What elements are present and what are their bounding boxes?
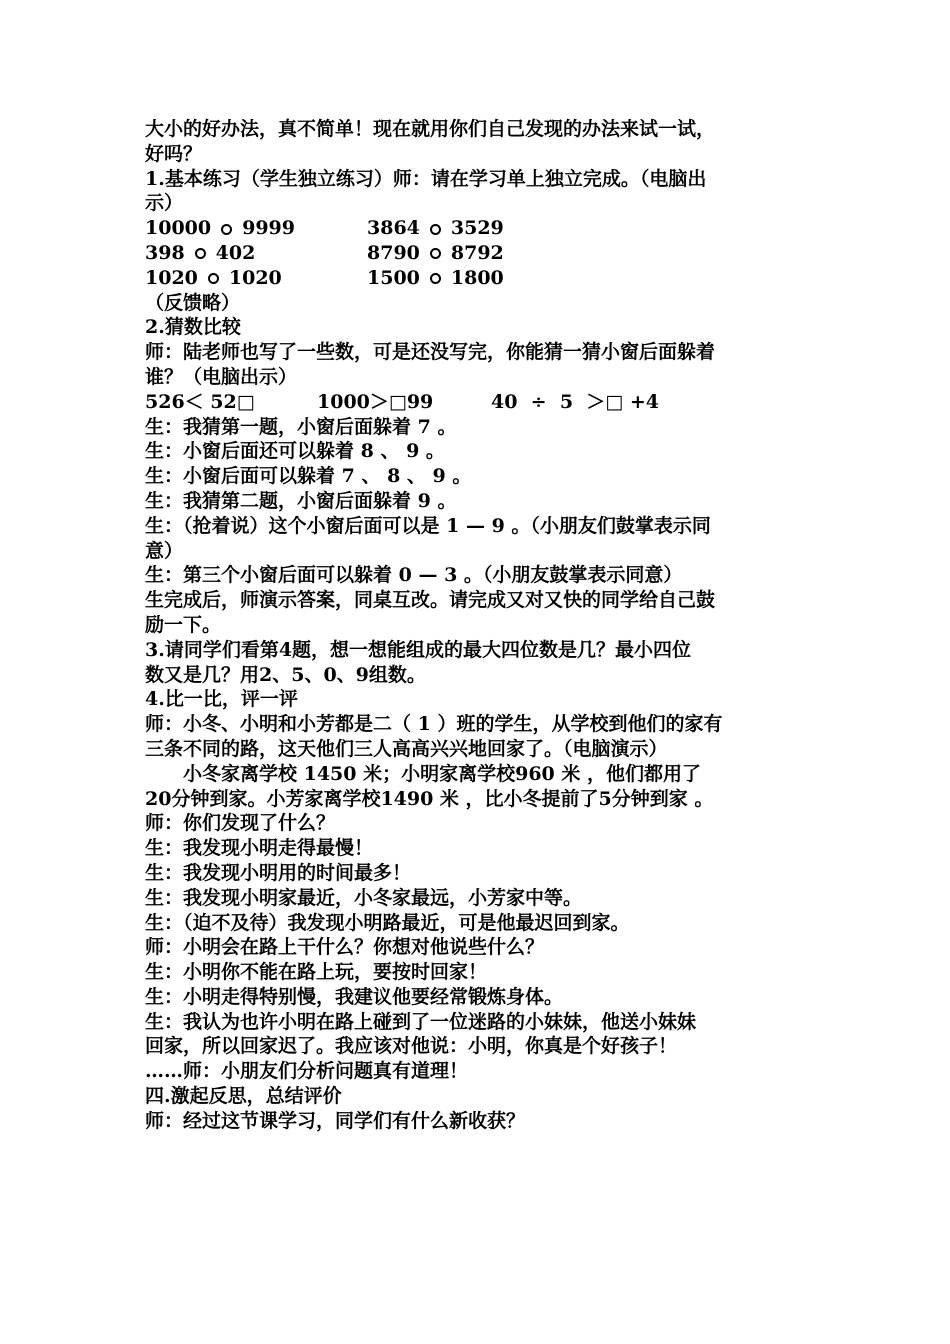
text-line: 生：小窗后面还可以躲着 8 、 9 。 [145,440,445,463]
blank-circle-icon [195,248,206,259]
text-line: 生：我发现小明家最近，小冬家最远，小芳家中等。 [145,886,583,909]
section-heading: 4.比一比，评一评 [145,688,298,711]
indented-text-line: 小冬家离学校 1450 米；小明家离学校960 米 ，他们都用了 [183,762,702,785]
blank-circle-icon [430,273,441,284]
text-line: 生：小窗后面可以躲着 7 、 8 、 9 。 [145,465,472,488]
compare-value: 10000 [145,217,212,240]
guess-expression: 526＜ 52□ [145,390,255,413]
text-line: 20分钟到家。小芳家离学校1490 米 ，比小冬提前了5分钟到家 。 [145,787,714,810]
section-heading: 四.激起反思，总结评价 [145,1085,342,1108]
compare-value: 3529 [450,217,504,240]
compare-value: 8790 [367,241,420,264]
text-line: 生：（抢着说）这个小窗后面可以是 1 — 9 。（小朋友们鼓掌表示同 [145,514,711,537]
compare-value: 1800 [450,266,504,289]
text-line: 大小的好办法，真不简单！现在就用你们自己发现的办法来试一试， [145,118,716,140]
text-line: 师：你们发现了什么？ [145,812,336,835]
compare-value: 1020 [145,266,198,289]
compare-value: 398 [145,241,185,264]
text-line: 师：小冬、小明和小芳都是二（ 1 ）班的学生，从学校到他们的家有 [145,713,723,736]
text-line: 三条不同的路，这天他们三人高高兴兴地回家了。（电脑演示） [145,737,668,760]
text-line: 生完成后，师演示答案，同桌互改。请完成又对又快的同学给自己鼓 [145,589,716,612]
document-body [145,117,815,1134]
guess-row [145,390,815,415]
text-line: 谁？（电脑出示） [145,365,298,388]
compare-row [145,216,815,241]
compare-value: 3864 [367,217,420,240]
guess-expression: 1000＞□99 [317,390,434,413]
compare-value: 8792 [450,241,504,264]
compare-row [145,266,815,291]
text-line: 3.请同学们看第4题，想一想能组成的最大四位数是几？最小四位 [145,638,692,661]
blank-circle-icon [221,224,232,235]
compare-row [145,241,815,266]
text-line: 生：第三个小窗后面可以躲着 0 — 3 。（小朋友鼓掌表示同意） [145,564,683,587]
text-line: 数又是几？用2、5、0、9组数。 [145,663,426,686]
text-line: 师：经过这节课学习，同学们有什么新收获？ [145,1109,526,1132]
text-line: 好吗？ [145,142,203,165]
text-line: 生：我猜第一题，小窗后面躲着 7 。 [145,415,457,438]
compare-value: 9999 [242,217,295,240]
text-line: 意） [145,539,184,562]
text-line: 师：小明会在路上干什么？你想对他说些什么？ [145,936,545,959]
text-line: 生：小明你不能在路上玩，要按时回家！ [145,961,488,984]
text-line: 生：（迫不及待）我发现小明路最近，可是他最迟回到家。 [145,911,630,934]
text-line: 生：我发现小明走得最慢！ [145,837,374,860]
text-line: 1.基本练习（学生独立练习）师：请在学习单上独立完成。（电脑出 [145,167,707,190]
text-line: 师：陆老师也写了一些数，可是还没写完，你能猜一猜小窗后面躲着 [145,341,716,364]
compare-value: 402 [215,241,256,264]
text-line: 示） [145,192,184,215]
guess-expression: 40 ÷ 5 ＞□ +4 [491,390,659,413]
text-line: （反馈略） [145,291,241,314]
compare-value: 1500 [367,266,420,289]
blank-circle-icon [430,224,441,235]
compare-value: 1020 [228,266,282,289]
section-heading: 2.猜数比较 [145,316,241,339]
blank-circle-icon [430,248,441,259]
text-line: ……师：小朋友们分析问题真有道理！ [145,1060,469,1083]
text-line: 生：我认为也许小明在路上碰到了一位迷路的小妹妹，他送小妹妹 [145,1010,697,1033]
blank-circle-icon [208,273,219,284]
text-line: 励一下。 [145,613,222,636]
text-line: 生：小明走得特别慢，我建议他要经常锻炼身体。 [145,985,564,1008]
text-line: 生：我猜第二题，小窗后面躲着 9 。 [145,489,457,512]
text-line: 生：我发现小明用的时间最多！ [145,861,412,884]
text-line: 回家，所以回家迟了。我应该对他说：小明，你真是个好孩子！ [145,1035,678,1058]
